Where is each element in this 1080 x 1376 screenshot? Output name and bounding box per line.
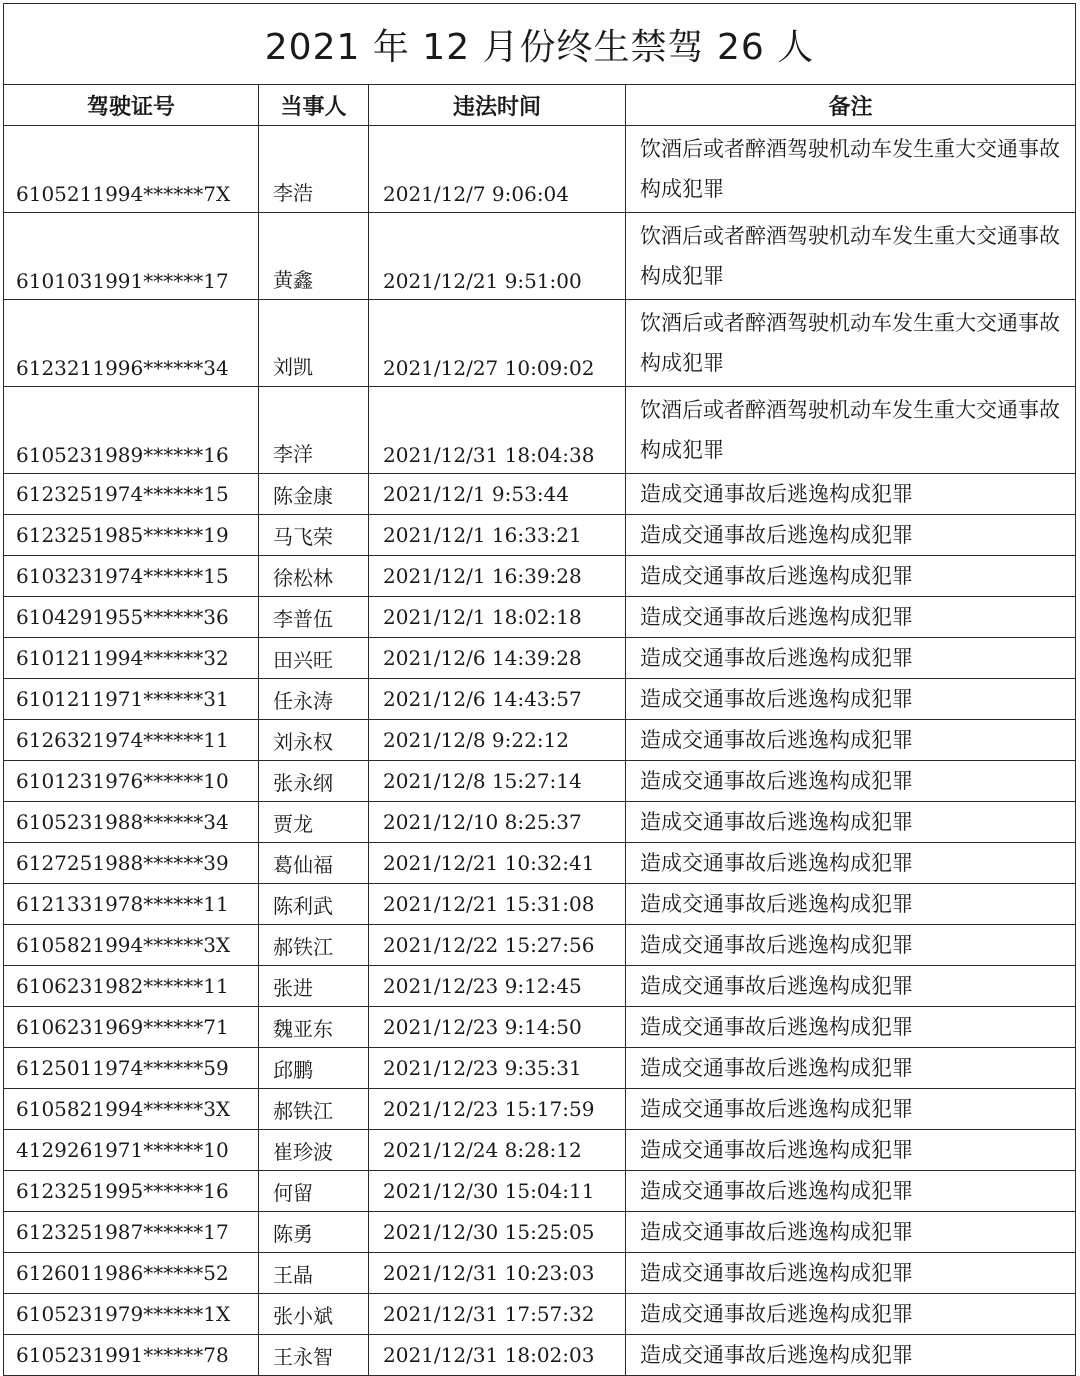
table-row <box>4 213 1076 300</box>
table-row <box>4 884 1076 925</box>
table-row <box>4 1089 1076 1130</box>
license-cell: 6123211996******34 <box>4 300 259 387</box>
party-cell: 李普伍 <box>259 597 369 638</box>
license-cell: 6104291955******36 <box>4 597 259 638</box>
party-cell: 陈金康 <box>259 474 369 515</box>
license-cell: 6101031991******17 <box>4 213 259 300</box>
time-cell: 2021/12/8 9:22:12 <box>369 720 626 761</box>
party-cell: 任永涛 <box>259 679 369 720</box>
note-cell: 造成交通事故后逃逸构成犯罪 <box>626 556 1076 597</box>
table-row <box>4 843 1076 884</box>
table-row <box>4 1212 1076 1253</box>
license-cell: 6126011986******52 <box>4 1253 259 1294</box>
note-cell: 造成交通事故后逃逸构成犯罪 <box>626 966 1076 1007</box>
table-row <box>4 556 1076 597</box>
license-cell: 6106231969******71 <box>4 1007 259 1048</box>
note-cell: 造成交通事故后逃逸构成犯罪 <box>626 1007 1076 1048</box>
table-row <box>4 720 1076 761</box>
note-cell: 造成交通事故后逃逸构成犯罪 <box>626 515 1076 556</box>
party-cell: 何留 <box>259 1171 369 1212</box>
license-cell: 6105231989******16 <box>4 387 259 474</box>
time-cell: 2021/12/23 9:35:31 <box>369 1048 626 1089</box>
ban-list-table <box>3 3 1076 1376</box>
party-cell: 张小斌 <box>259 1294 369 1335</box>
note-cell: 造成交通事故后逃逸构成犯罪 <box>626 761 1076 802</box>
table-row <box>4 1171 1076 1212</box>
party-cell: 刘凯 <box>259 300 369 387</box>
table-row <box>4 1335 1076 1376</box>
note-cell: 造成交通事故后逃逸构成犯罪 <box>626 1171 1076 1212</box>
party-cell: 陈勇 <box>259 1212 369 1253</box>
time-cell: 2021/12/6 14:39:28 <box>369 638 626 679</box>
party-cell: 刘永权 <box>259 720 369 761</box>
party-cell: 崔珍波 <box>259 1130 369 1171</box>
party-cell: 王永智 <box>259 1335 369 1376</box>
license-cell: 6121331978******11 <box>4 884 259 925</box>
party-cell: 张永纲 <box>259 761 369 802</box>
time-cell: 2021/12/30 15:25:05 <box>369 1212 626 1253</box>
party-cell: 葛仙福 <box>259 843 369 884</box>
time-cell: 2021/12/21 9:51:00 <box>369 213 626 300</box>
header-party: 当事人 <box>259 85 369 126</box>
note-cell: 饮酒后或者醉酒驾驶机动车发生重大交通事故构成犯罪 <box>626 126 1076 213</box>
note-cell: 造成交通事故后逃逸构成犯罪 <box>626 843 1076 884</box>
party-cell: 李浩 <box>259 126 369 213</box>
party-cell: 黄鑫 <box>259 213 369 300</box>
note-cell: 饮酒后或者醉酒驾驶机动车发生重大交通事故构成犯罪 <box>626 387 1076 474</box>
party-cell: 张进 <box>259 966 369 1007</box>
table-body <box>4 126 1076 1376</box>
ban-list-document <box>3 3 1075 1376</box>
license-cell: 6125011974******59 <box>4 1048 259 1089</box>
note-cell: 造成交通事故后逃逸构成犯罪 <box>626 884 1076 925</box>
table-row <box>4 1253 1076 1294</box>
time-cell: 2021/12/8 15:27:14 <box>369 761 626 802</box>
table-row <box>4 802 1076 843</box>
header-note: 备注 <box>626 85 1076 126</box>
license-cell: 6106231982******11 <box>4 966 259 1007</box>
time-cell: 2021/12/21 10:32:41 <box>369 843 626 884</box>
table-row <box>4 474 1076 515</box>
time-cell: 2021/12/23 9:12:45 <box>369 966 626 1007</box>
time-cell: 2021/12/7 9:06:04 <box>369 126 626 213</box>
table-row <box>4 1048 1076 1089</box>
license-cell: 6123251974******15 <box>4 474 259 515</box>
license-cell: 6101211994******32 <box>4 638 259 679</box>
party-cell: 田兴旺 <box>259 638 369 679</box>
table-row <box>4 925 1076 966</box>
time-cell: 2021/12/1 16:33:21 <box>369 515 626 556</box>
party-cell: 马飞荣 <box>259 515 369 556</box>
note-cell: 造成交通事故后逃逸构成犯罪 <box>626 1253 1076 1294</box>
time-cell: 2021/12/21 15:31:08 <box>369 884 626 925</box>
license-cell: 6105821994******3X <box>4 1089 259 1130</box>
note-cell: 造成交通事故后逃逸构成犯罪 <box>626 1130 1076 1171</box>
license-cell: 6123251995******16 <box>4 1171 259 1212</box>
license-cell: 6127251988******39 <box>4 843 259 884</box>
title-row <box>4 4 1076 85</box>
time-cell: 2021/12/31 18:02:03 <box>369 1335 626 1376</box>
time-cell: 2021/12/31 18:04:38 <box>369 387 626 474</box>
table-row <box>4 515 1076 556</box>
license-cell: 6101211971******31 <box>4 679 259 720</box>
header-row <box>4 85 1076 126</box>
table-row <box>4 1294 1076 1335</box>
license-cell: 6105821994******3X <box>4 925 259 966</box>
license-cell: 6105231991******78 <box>4 1335 259 1376</box>
note-cell: 饮酒后或者醉酒驾驶机动车发生重大交通事故构成犯罪 <box>626 213 1076 300</box>
table-row <box>4 679 1076 720</box>
table-row <box>4 1130 1076 1171</box>
header-license: 驾驶证号 <box>4 85 259 126</box>
note-cell: 造成交通事故后逃逸构成犯罪 <box>626 802 1076 843</box>
note-cell: 造成交通事故后逃逸构成犯罪 <box>626 638 1076 679</box>
table-row <box>4 126 1076 213</box>
time-cell: 2021/12/1 16:39:28 <box>369 556 626 597</box>
time-cell: 2021/12/23 9:14:50 <box>369 1007 626 1048</box>
time-cell: 2021/12/22 15:27:56 <box>369 925 626 966</box>
party-cell: 魏亚东 <box>259 1007 369 1048</box>
note-cell: 造成交通事故后逃逸构成犯罪 <box>626 597 1076 638</box>
note-cell: 造成交通事故后逃逸构成犯罪 <box>626 1294 1076 1335</box>
time-cell: 2021/12/23 15:17:59 <box>369 1089 626 1130</box>
note-cell: 造成交通事故后逃逸构成犯罪 <box>626 679 1076 720</box>
header-time: 违法时间 <box>369 85 626 126</box>
note-cell: 造成交通事故后逃逸构成犯罪 <box>626 925 1076 966</box>
license-cell: 6105231979******1X <box>4 1294 259 1335</box>
note-cell: 造成交通事故后逃逸构成犯罪 <box>626 1335 1076 1376</box>
table-row <box>4 1007 1076 1048</box>
license-cell: 6101231976******10 <box>4 761 259 802</box>
table-row <box>4 300 1076 387</box>
note-cell: 造成交通事故后逃逸构成犯罪 <box>626 720 1076 761</box>
note-cell: 造成交通事故后逃逸构成犯罪 <box>626 1212 1076 1253</box>
note-cell: 造成交通事故后逃逸构成犯罪 <box>626 474 1076 515</box>
note-cell: 饮酒后或者醉酒驾驶机动车发生重大交通事故构成犯罪 <box>626 300 1076 387</box>
table-row <box>4 638 1076 679</box>
license-cell: 6105211994******7X <box>4 126 259 213</box>
license-cell: 6123251985******19 <box>4 515 259 556</box>
license-cell: 6123251987******17 <box>4 1212 259 1253</box>
note-cell: 造成交通事故后逃逸构成犯罪 <box>626 1048 1076 1089</box>
party-cell: 陈利武 <box>259 884 369 925</box>
time-cell: 2021/12/6 14:43:57 <box>369 679 626 720</box>
license-cell: 6103231974******15 <box>4 556 259 597</box>
party-cell: 郝铁江 <box>259 1089 369 1130</box>
time-cell: 2021/12/30 15:04:11 <box>369 1171 626 1212</box>
time-cell: 2021/12/31 10:23:03 <box>369 1253 626 1294</box>
license-cell: 6105231988******34 <box>4 802 259 843</box>
time-cell: 2021/12/10 8:25:37 <box>369 802 626 843</box>
license-cell: 4129261971******10 <box>4 1130 259 1171</box>
party-cell: 徐松林 <box>259 556 369 597</box>
party-cell: 王晶 <box>259 1253 369 1294</box>
time-cell: 2021/12/24 8:28:12 <box>369 1130 626 1171</box>
party-cell: 郝铁江 <box>259 925 369 966</box>
party-cell: 贾龙 <box>259 802 369 843</box>
party-cell: 李洋 <box>259 387 369 474</box>
page-title: 2021 年 12 月份终生禁驾 26 人 <box>4 4 1076 85</box>
time-cell: 2021/12/1 18:02:18 <box>369 597 626 638</box>
time-cell: 2021/12/1 9:53:44 <box>369 474 626 515</box>
table-row <box>4 966 1076 1007</box>
time-cell: 2021/12/27 10:09:02 <box>369 300 626 387</box>
table-row <box>4 387 1076 474</box>
license-cell: 6126321974******11 <box>4 720 259 761</box>
table-row <box>4 761 1076 802</box>
table-row <box>4 597 1076 638</box>
party-cell: 邱鹏 <box>259 1048 369 1089</box>
time-cell: 2021/12/31 17:57:32 <box>369 1294 626 1335</box>
note-cell: 造成交通事故后逃逸构成犯罪 <box>626 1089 1076 1130</box>
